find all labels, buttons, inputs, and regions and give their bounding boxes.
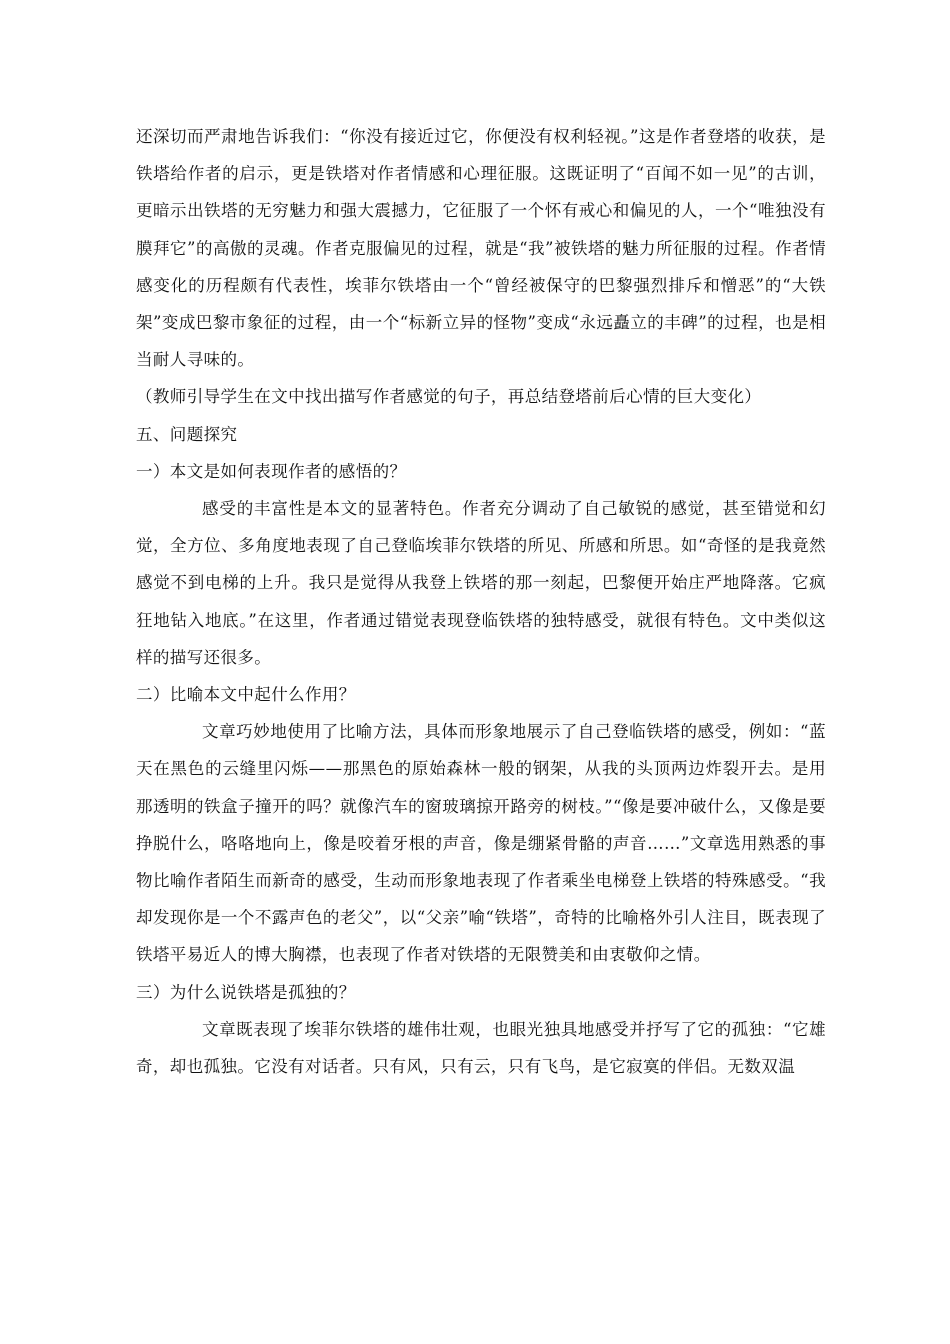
question-3-title: 三）为什么说铁塔是孤独的？ [136, 982, 356, 1002]
question-2-title: 二）比喻本文中起什么作用？ [136, 685, 356, 705]
question-1-title: 一）本文是如何表现作者的感悟的？ [136, 461, 407, 481]
question-1-answer: 感受的丰富性是本文的显著特色。作者充分调动了自己敏锐的感觉，甚至错觉和幻觉，全方位、多角度地表现了自己登临埃菲尔铁塔的所见、所感和所思。如“奇怪的是我竟然感觉不到电梯的上升。我只是觉得从我登上铁塔的那一刻起，巴黎便开始庄严地降落。它疯狂地钻入地底。”在这里，作者通过错觉表现登临铁塔的独特感受，就很有特色。文中类似这样的描写还很多。 [136, 499, 826, 667]
document-page [136, 118, 826, 1085]
question-3-answer: 文章既表现了埃菲尔铁塔的雄伟壮观，也眼光独具地感受并抒写了它的孤独：“它雄奇，却也孤独。它没有对话者。只有风，只有云，只有飞鸟，是它寂寞的伴侣。无数双温 [136, 1019, 826, 1077]
teacher-note: （教师引导学生在文中找出描写作者感觉的句子，再总结登塔前后心情的巨大变化） [136, 387, 762, 407]
question-2-answer: 文章巧妙地使用了比喻方法，具体而形象地展示了自己登临铁塔的感受，例如：“蓝天在黑色的云缝里闪烁——那黑色的原始森林一般的钢架，从我的头顶两边炸裂开去。是用那透明的铁盒子撞开的吗？就像汽车的窗玻璃掠开路旁的树枝。”“像是要冲破什么，又像是要挣脱什么，咯咯地向上，像是咬着牙根的声音，像是绷紧骨骼的声音……”文章选用熟悉的事物比喻作者陌生而新奇的感受，生动而形象地表现了作者乘坐电梯登上铁塔的特殊感受。“我却发现你是一个不露声色的老父”，以“父亲”喻“铁塔”，奇特的比喻格外引人注目，既表现了铁塔平易近人的博大胸襟，也表现了作者对铁塔的无限赞美和由衷敬仰之情。 [136, 722, 826, 965]
paragraph-conclusion: 还深切而严肃地告诉我们：“你没有接近过它，你便没有权利轻视。”这是作者登塔的收获，是铁塔给作者的启示，更是铁塔对作者情感和心理征服。这既证明了“百闻不如一见”的古训，更暗示出铁塔的无穷魅力和强大震撼力，它征服了一个怀有戒心和偏见的人，一个“唯独没有膜拜它”的高傲的灵魂。作者克服偏见的过程，就是“我”被铁塔的魅力所征服的过程。作者情感变化的历程颇有代表性，埃菲尔铁塔由一个“曾经被保守的巴黎强烈排斥和憎恶”的“大铁架”变成巴黎市象征的过程，由一个“标新立异的怪物”变成“永远矗立的丰碑”的过程，也是相当耐人寻味的。 [136, 127, 826, 370]
section-title: 五、问题探究 [136, 424, 238, 444]
